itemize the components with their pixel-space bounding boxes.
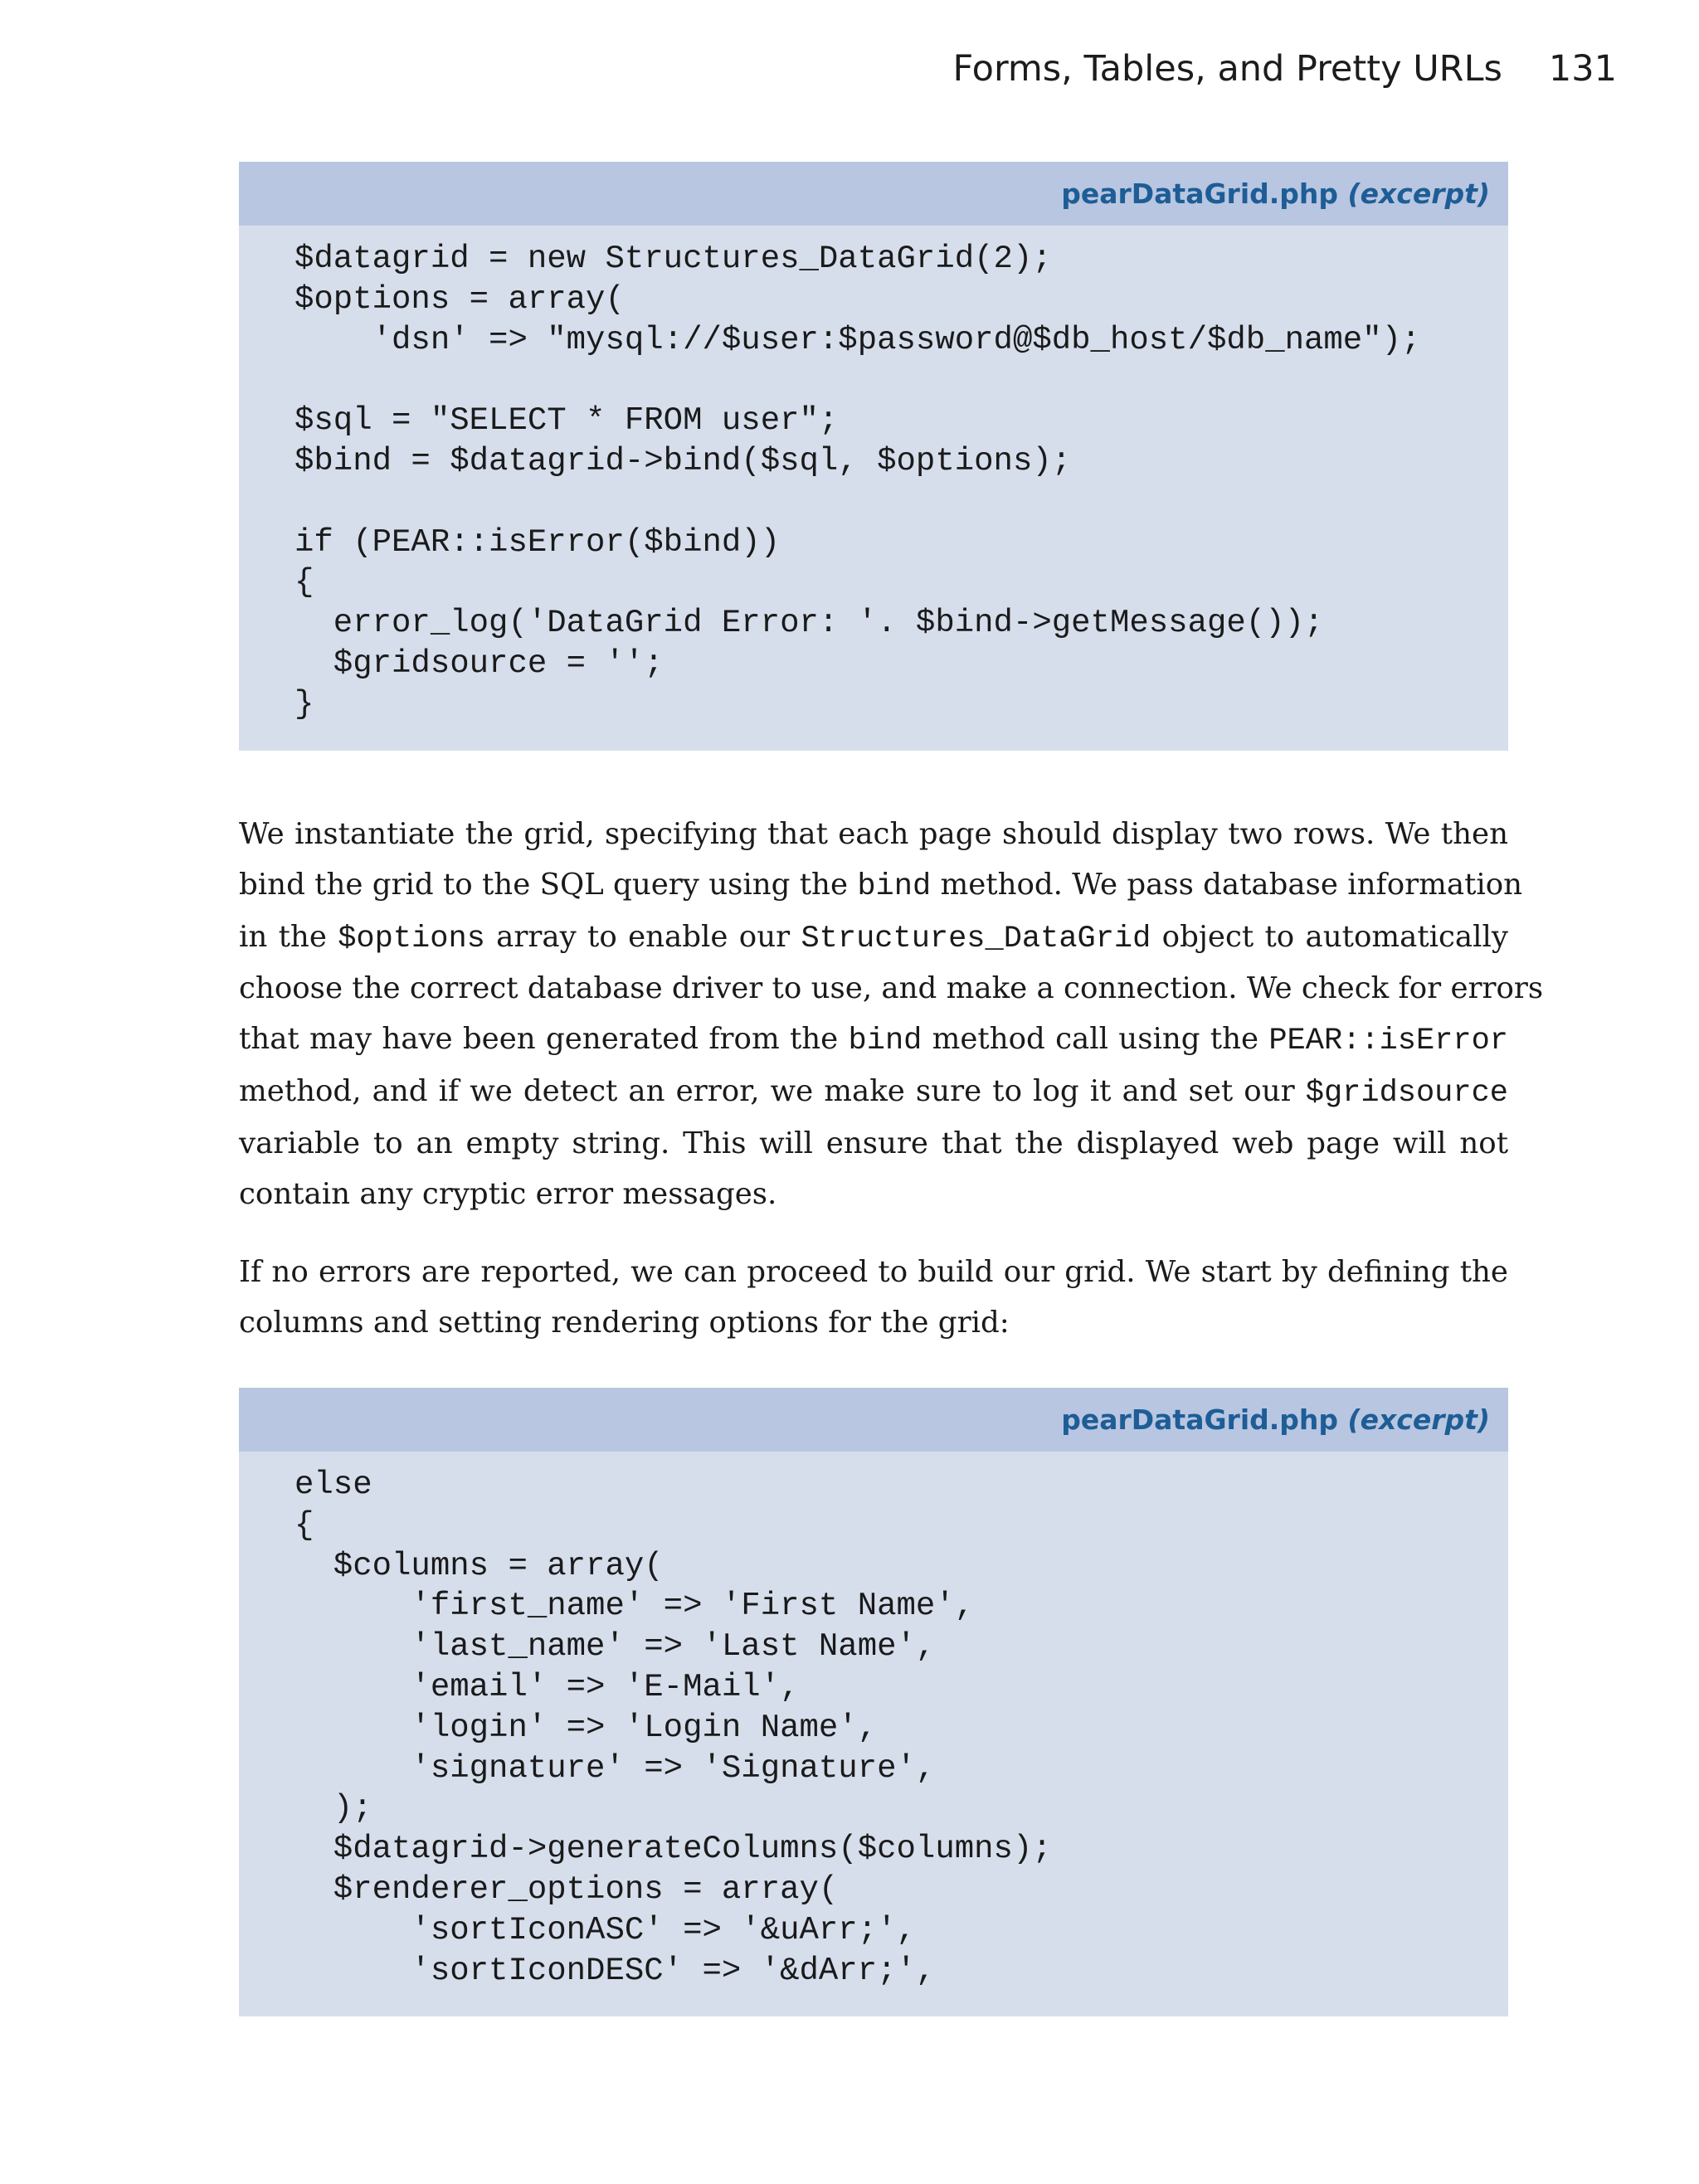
code-listing-1 bbox=[239, 162, 1508, 751]
code-filename: pearDataGrid.php bbox=[1061, 1403, 1339, 1436]
inline-code: PEAR::isError bbox=[1268, 1024, 1508, 1059]
code-qualifier: (excerpt) bbox=[1347, 178, 1490, 210]
inline-code: Structures_DataGrid bbox=[801, 921, 1151, 956]
page-number: 131 bbox=[1548, 48, 1617, 90]
code-qualifier: (excerpt) bbox=[1347, 1403, 1490, 1436]
inline-code: $options bbox=[338, 921, 485, 956]
running-header bbox=[952, 48, 1617, 90]
text-line: choose the correct database driver to use, and make a connection. We check for errors bbox=[239, 971, 1544, 1006]
text-line: bind the grid to the SQL query using the bind method. We pass database information bbox=[239, 867, 1523, 904]
text-line: that may have been generated from the bind method call using the PEAR::isError bbox=[239, 1022, 1508, 1059]
text-line: method, and if we detect an error, we make sure to log it and set our $gridsource bbox=[239, 1073, 1508, 1111]
code-listing-2 bbox=[239, 1388, 1508, 2016]
code-body: $datagrid = new Structures_DataGrid(2); $options = array( 'dsn' => "mysql://$user:$password@$db_host/$db_name"); $sql = "SELECT * FROM user"; $bind = $datagrid->bind($sql, $options); if (PEAR::isError($bind)) { error_log('DataGrid Error: '. $bind->getMessage()); $gridsource = ''; } bbox=[295, 241, 1421, 722]
text-line: We instantiate the grid, specifying that each page should display two rows. We then bbox=[239, 817, 1508, 851]
code-body: else { $columns = array( 'first_name' => 'First Name', 'last_name' => 'Last Name', 'email' => 'E-Mail', 'login' => 'Login Name', 'signature' => 'Signature', ); $datagrid->generateColumns($columns); $renderer_options = array( 'sortIconASC' => '&uArr;', 'sortIconDESC' => '&dArr;', bbox=[295, 1467, 1052, 1989]
inline-code: bind bbox=[848, 1024, 923, 1059]
code-filename: pearDataGrid.php bbox=[1061, 178, 1339, 210]
body-paragraph-1 bbox=[239, 810, 1544, 1219]
text-line: in the $options array to enable our Structures_DataGrid object to automatically bbox=[239, 919, 1508, 956]
text-line: contain any cryptic error messages. bbox=[239, 1176, 777, 1211]
inline-code: $gridsource bbox=[1305, 1075, 1508, 1111]
text-line: columns and setting rendering options for the grid: bbox=[239, 1305, 1010, 1340]
text-line: If no errors are reported, we can proceed to build our grid. We start by defining the bbox=[239, 1255, 1508, 1289]
code-listing-caption bbox=[239, 1388, 1508, 1452]
inline-code: bind bbox=[857, 868, 932, 904]
chapter-title: Forms, Tables, and Pretty URLs bbox=[952, 48, 1502, 90]
code-listing-caption bbox=[239, 162, 1508, 226]
text-line: variable to an empty string. This will ensure that the displayed web page will not bbox=[239, 1126, 1508, 1160]
body-paragraph-2 bbox=[239, 1248, 1508, 1349]
